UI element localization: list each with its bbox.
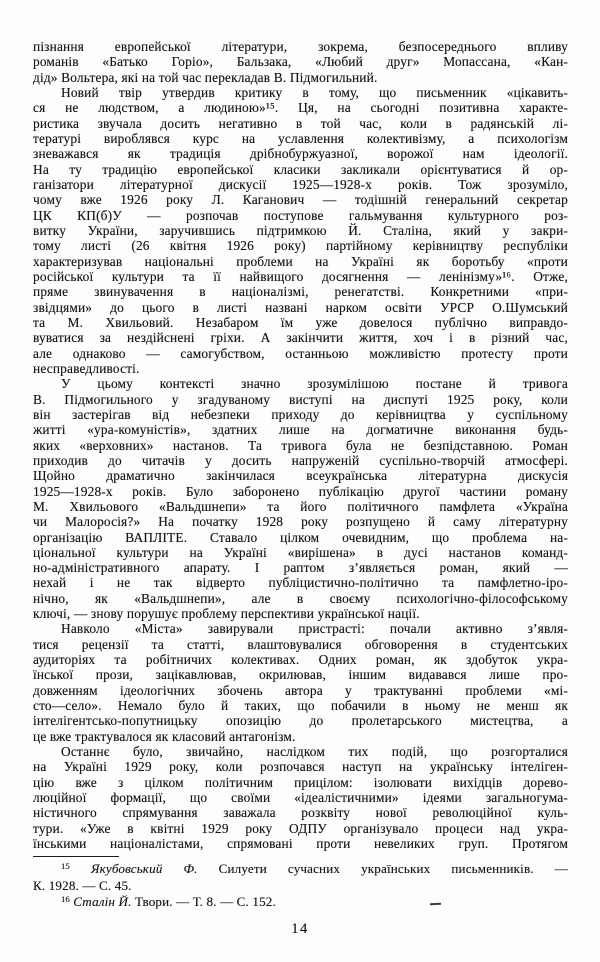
text-line: організацію ВАПЛІТЕ. Ставало цілком очевидним, що проблема на- (33, 529, 568, 545)
text-line: несправедливості. (33, 360, 140, 376)
text-line: пізнання европейської літератури, зокрема, безпосереднього впливу (33, 39, 568, 54)
text-line: це вже трактувалося як класовий антагонізм. (33, 728, 296, 744)
text-line: чому вже 1926 року Л. Каганович — тодішній генеральний секретар (33, 192, 568, 208)
text-line: інтелігентсько-попутницьку опозицію до пролетарського мистецтва, а (33, 713, 568, 729)
text-line: 1925—1928-х років. Було заборонено публікацію другої частини роману (33, 483, 568, 499)
text-line: пряме звинувачення в націоналізмі, ренегатстві. Конкретними «при- (33, 284, 568, 300)
text-line: приходив до читачів у досить напруженій суспільно-творчій атмосфері. (33, 452, 568, 468)
text-line: романів «Батько Горіо», Бальзака, «Любий друг» Мопассана, «Кан- (33, 54, 568, 70)
text-line: Новий твір утвердив критику в тому, що письменник «цікавить- (61, 84, 568, 100)
text-line: їнськими націоналістами, спрямовані проти невеликих груп. Протягом (33, 836, 568, 852)
text-line: але однаково — самогубством, останньою можливістю протесту проти (33, 345, 568, 361)
paragraph (33, 376, 568, 621)
footnote-line: К. 1928. — С. 45. (33, 877, 132, 893)
text-line: ся не людством, а людиною»¹⁵. Ця, на сьогодні позитивна характе- (33, 100, 568, 116)
text-line: характеризував національні проблеми на Україні як боротьбу «проти (33, 253, 568, 269)
footnotes (33, 861, 568, 911)
text-line: ключі, — знову порушує проблему перспективи української нації. (33, 606, 420, 622)
text-line: довженням ідеологічних збочень автора у трактуванні проблеми «мі- (33, 682, 568, 698)
text-line: на Україні 1929 року, коли розпочався наступ на українську інтеліген- (33, 759, 568, 775)
footnote-line (33, 894, 568, 911)
footnote-marker: 15 (61, 861, 70, 871)
text-line: аудиторіях та робітничих колективах. Одних роман, як здобуток укра- (33, 652, 568, 668)
text-line: дід» Вольтера, які на той час перекладав В. Підмогильний. (33, 69, 378, 85)
paragraph (33, 85, 568, 376)
text-line: сто—село». Немало було й таких, що побачили в ньому не менш як (33, 698, 568, 714)
text-line: ганізатори літературної дискусії 1925—1928-х років. Тож зрозуміло, (33, 176, 568, 192)
footnote-text: Твори. — Т. 8. — С. 152. (134, 894, 276, 910)
paragraph (33, 621, 568, 744)
text-line: чи Малоросія?» На початку 1928 року розпущено й саму літературну (33, 514, 568, 530)
page-number: 14 (291, 921, 309, 937)
text-line: він застерігав від небезпеки приходу до керівництва у суспільному (33, 406, 568, 422)
footnote-separator (33, 856, 119, 857)
text-line: яких «верховних» настанов. Та тривога була не безпідставною. Роман (33, 437, 568, 453)
text-line: На ту традицію европейської класики закликали орієнтуватися й ор- (33, 161, 568, 177)
footnote-line (33, 861, 568, 878)
text-line: та М. Хвильовий. Незабаром їм уже довелося публічно виправдо- (33, 314, 568, 330)
text-line: тися рецензії та статті, влаштовувалися обговорення в студентських (33, 636, 568, 652)
text-line: витку України, заручившись підтримкою Й. Сталіна, який у закри- (33, 222, 568, 238)
text-line: У цьому контексті значно зрозумілішою постане й тривога (61, 376, 568, 392)
footnote-marker: 16 (61, 894, 70, 905)
text-line: ЦК КП(б)У — розпочав поступове гальмування культурного роз- (33, 207, 568, 223)
text-line: Останнє було, звичайно, наслідком тих подій, що розгорталися (61, 744, 568, 760)
text-line: В. Підмогильного у згадуваному виступі на диспуті 1925 року, коли (33, 391, 568, 407)
text-line: М. Хвильового «Вальдшнепи» та його політичного памфлета «Україна (33, 498, 568, 514)
text-line: зневажався як традиція дрібнобуржуазної, ворожої нам ідеології. (33, 146, 568, 162)
text-line: вуватися за нездійснені гріхи. А закінчити життя, хоч і в різний час, (33, 330, 568, 346)
text-line: тературі вироблявся курс на уславлення колективізму, а психологізм (33, 130, 568, 146)
text-line: тому листі (26 квітня 1926 року) партійному керівництву республіки (33, 238, 568, 254)
text-line: російської культури та її найвищого досягнення — ленінізму»¹⁶. Отже, (33, 268, 568, 284)
text-line: нехай і не так відверто публіцистично-політично та памфлетно-іро- (33, 575, 568, 591)
text-line: Щойно драматично закінчилася всеукраїнська літературна дискусія (33, 468, 568, 484)
body-text (33, 39, 568, 851)
footnote-author: Якубовський Ф. (90, 861, 198, 876)
text-line: тури. «Уже в квітні 1929 року ОДПУ організувало процеси над укра- (33, 820, 568, 836)
text-line: їнської прози, зацікавлював, окрилював, іншим видавався лише про- (33, 667, 568, 683)
text-line: звідцями» до цього в листі названі нарком освіти УРСР О.Шумський (33, 299, 568, 315)
text-line: но-адміністративного апарату. І раптом з’являється роман, який — (33, 560, 568, 576)
text-line: ністичного спрямування заважала розквіту нової революційної куль- (33, 805, 568, 821)
paragraph (33, 744, 568, 851)
text-line: Навколо «Міста» завирували пристрасті: почали активно з’явля- (61, 621, 568, 637)
text-line: нічно, як «Вальдшнепи», але в своєму психологічно-філософському (33, 590, 568, 606)
text-line: житті «ура-комуністів», здатних лише на догматичне виконання будь- (33, 422, 568, 438)
paragraph (33, 39, 568, 85)
text-line: ціональної культури на Україні «вирішена» в дусі настанов команд- (33, 544, 568, 560)
footnote-text: Силуети сучасних українських письменників. — (218, 861, 568, 876)
text-line: цію вже з цілком політичним прицілом: ізолювати вихідців дорево- (33, 774, 568, 790)
text-line: люційної формації, що своїми «ідеалістичними» ідеями загальногума- (33, 790, 568, 806)
text-line: ристика звучала досить негативно в той час, коли в радянській лі- (33, 115, 568, 131)
footnote-author: Сталін Й. (73, 894, 132, 910)
